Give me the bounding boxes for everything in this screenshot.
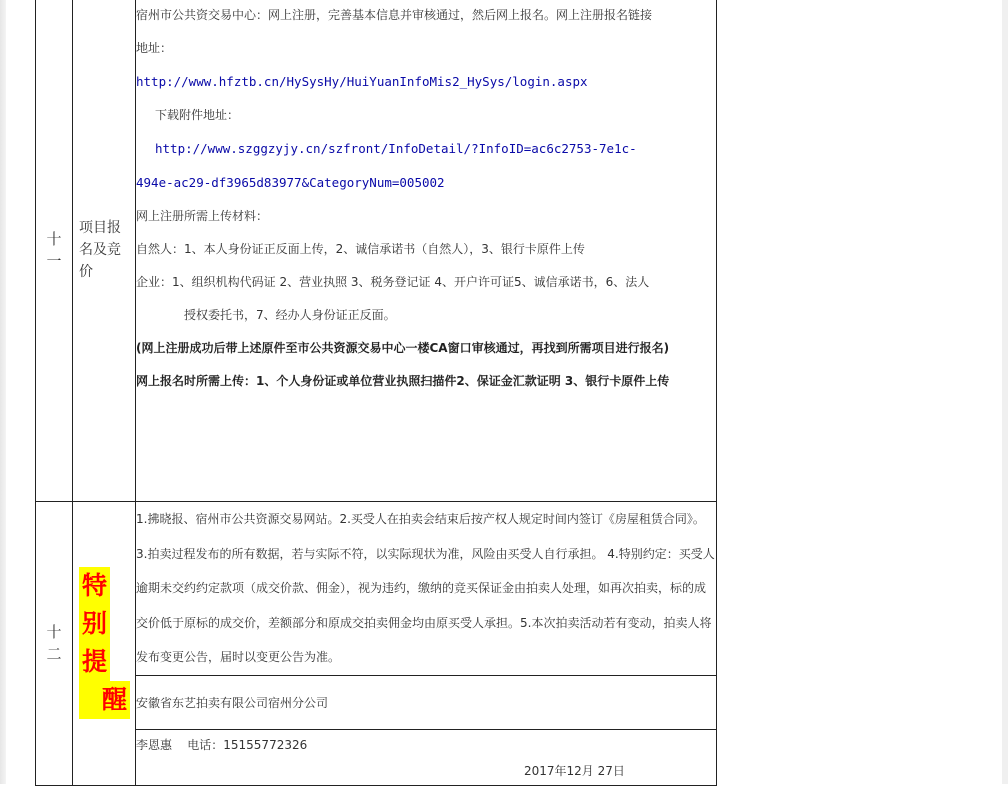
special-char: 特 [79, 567, 110, 605]
special-notice-heading [73, 567, 135, 719]
row-number-cell [36, 502, 73, 786]
special-notice-cell [73, 502, 136, 786]
announcement-date: 2017年12月 27日 [524, 763, 625, 778]
company-name: 安徽省东艺拍卖有限公司宿州分公司 [136, 695, 329, 710]
special-char: 别 [79, 605, 110, 643]
notice-paragraph: 1.拂晓报、宿州市公共资源交易网站。2.买受人在拍卖会结束后按产权人规定时间内签订《房屋租赁合同》。3.拍卖过程发布的所有数据，若与实际不符，以实际现状为准，风险由买受人自行承担。 4.特别约定：买受人逾期未交约约定款项（成交价款、佣金），视为违约，缴纳的竞买保证金由拍卖人处理，如再次拍卖，标的成交价低于原标的成交价，差额部分和原成交拍卖佣金均由原买受人承担。5.本次拍卖活动若有变动，拍卖人将发布变更公告，届时以变更公告为准。 [136, 512, 715, 664]
materials-label: 网上注册所需上传材料： [136, 209, 269, 223]
enterprise-materials-cont: 授权委托书，7、经办人身份证正反面。 [184, 308, 396, 322]
contact-info: 李恩惠 电话：15155772326 [136, 737, 308, 752]
download-link-part2[interactable]: 494e-ac29-df3965d83977&CategoryNum=005002 [136, 175, 445, 190]
special-char: 醒 [79, 681, 130, 719]
left-scroll-edge [0, 0, 6, 784]
right-scroll-edge [1002, 0, 1008, 784]
category-label: 项目报名及竞价 [79, 220, 121, 280]
special-char: 提 [79, 643, 110, 681]
download-label: 下载附件地址： [155, 108, 240, 122]
table-row-contact [36, 729, 717, 785]
notice-content-cell [136, 502, 717, 676]
row-number-char: 二 [46, 645, 62, 664]
category-cell [73, 0, 136, 502]
registration-content-cell [136, 0, 717, 502]
address-label: 地址： [136, 41, 173, 55]
natural-person-materials: 自然人：1、本人身份证正反面上传，2、诚信承诺书（自然人），3、银行卡原件上传 [136, 242, 585, 256]
upload-requirements: 网上报名时所需上传：1、个人身份证或单位营业执照扫描件2、保证金汇款证明 3、银行卡原件上传 [136, 374, 670, 388]
review-note: (网上注册成功后带上述原件至市公共资源交易中心一楼CA窗口审核通过，再找到所需项目进行报名) [136, 341, 670, 355]
table-row-special-notice [36, 502, 717, 676]
table-row-company [36, 675, 717, 729]
contact-cell [136, 729, 717, 785]
download-link-part1[interactable]: http://www.szggzyjy.cn/szfront/InfoDetail/?InfoID=ac6c2753-7e1c- [155, 141, 637, 156]
company-cell [136, 675, 717, 729]
row-number-char: 十 [46, 623, 62, 642]
row-number-char: 十 [46, 230, 62, 248]
enterprise-materials: 企业：1、组织机构代码证 2、营业执照 3、税务登记证 4、开户许可证5、诚信承诺书，6、法人 [136, 275, 650, 289]
table-row-project-registration [36, 0, 717, 502]
row-number-cell [36, 0, 73, 502]
row-number-char: 一 [46, 252, 62, 270]
registration-intro: 宿州市公共资交易中心：网上注册，完善基本信息并审核通过，然后网上报名。网上注册报名链接 [136, 8, 653, 22]
registration-link[interactable]: http://www.hfztb.cn/HySysHy/HuiYuanInfoMis2_HySys/login.aspx [136, 74, 588, 89]
announcement-table [35, 0, 717, 786]
